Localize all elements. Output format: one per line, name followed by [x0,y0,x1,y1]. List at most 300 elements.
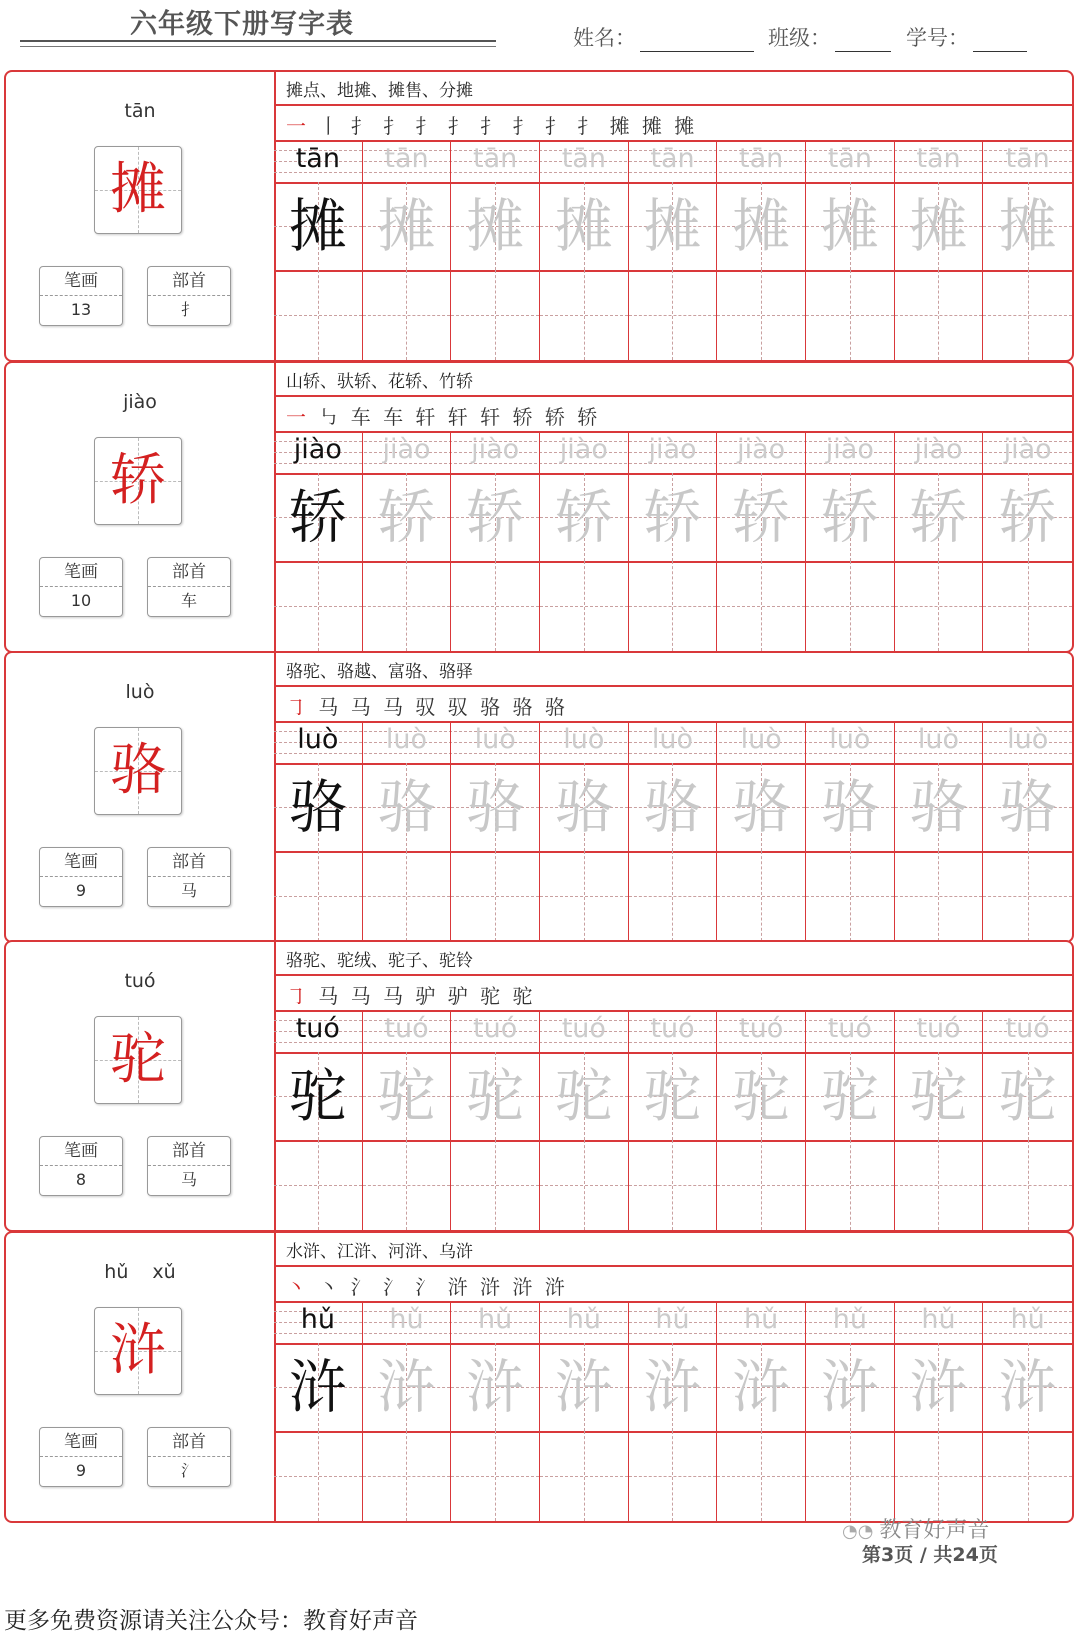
practice-pinyin: tuó [384,1013,429,1044]
character-block [4,1231,1074,1523]
character-practice-cell[interactable] [274,1343,363,1431]
empty-practice-cell[interactable] [806,561,895,651]
empty-practice-row[interactable] [274,851,1072,941]
practice-pinyin: tuó [650,1013,695,1044]
character-practice-cell[interactable] [895,1052,984,1140]
empty-practice-cell[interactable] [717,851,806,941]
character-info-panel [6,942,276,1230]
character-glyph: 骆 [110,738,166,803]
pinyin-practice-cell[interactable] [895,721,984,763]
character-pinyin-row [6,1261,274,1283]
pinyin-practice-cell[interactable] [274,140,363,182]
practice-character: 骆 [466,773,525,841]
empty-practice-cell[interactable] [363,1140,452,1230]
empty-practice-cell[interactable] [983,1140,1072,1230]
character-practice-cell[interactable] [806,182,895,270]
pinyin-practice-cell[interactable] [451,140,540,182]
pinyin-practice-cell[interactable] [806,721,895,763]
character-practice-cell[interactable] [363,1052,452,1140]
character-practice-cell[interactable] [274,1052,363,1140]
empty-practice-cell[interactable] [717,1431,806,1521]
empty-practice-cell[interactable] [629,1431,718,1521]
character-practice-cell[interactable] [806,1052,895,1140]
pinyin-practice-cell[interactable] [983,721,1072,763]
stroke-count-label: 笔画 [40,558,122,587]
pinyin-practice-cell[interactable] [540,1301,629,1343]
character-practice-cell[interactable] [983,182,1072,270]
pinyin-practice-cell[interactable] [806,431,895,473]
pinyin-practice-cell[interactable] [983,1301,1072,1343]
footer-promo: 更多免费资源请关注公众号：教育好声音 [4,1608,418,1634]
character-practice-cell[interactable] [451,1343,540,1431]
practice-character: 骆 [909,773,968,841]
empty-practice-cell[interactable] [274,1431,363,1521]
practice-character: 骆 [377,773,436,841]
empty-practice-cell[interactable] [629,561,718,651]
practice-pinyin: luò [563,724,605,755]
practice-pinyin: tān [295,143,340,174]
pinyin-practice-cell[interactable] [540,1010,629,1052]
character-pinyin: jiào [123,391,157,413]
pinyin-practice-cell[interactable] [363,140,452,182]
stroke-count-box [39,847,123,907]
radical-value: 氵 [180,1461,197,1480]
empty-practice-cell[interactable] [629,270,718,360]
empty-practice-cell[interactable] [451,270,540,360]
empty-practice-cell[interactable] [806,1140,895,1230]
stroke-order: ㇆ 马 马 马 驭 驭 骆 骆 骆 [286,695,568,719]
practice-grid [274,140,1072,360]
practice-character: 轿 [466,483,525,551]
stroke-count-box [39,1136,123,1196]
practice-character: 摊 [377,192,436,260]
practice-character: 驼 [998,1062,1057,1130]
character-practice-cell[interactable] [451,473,540,561]
character-practice-cell[interactable] [717,1052,806,1140]
practice-pinyin: luò [474,724,516,755]
pinyin-practice-row [274,431,1072,475]
pinyin-practice-cell[interactable] [451,431,540,473]
pinyin-practice-cell[interactable] [274,431,363,473]
page-title: 六年级下册写字表 [130,9,354,40]
character-practice-cell[interactable] [363,182,452,270]
character-glyph: 驼 [110,1027,166,1092]
example-words-row [274,942,1072,976]
character-display-box [94,727,182,815]
character-pinyin: tān [124,100,156,122]
empty-practice-cell[interactable] [363,1431,452,1521]
radical-label: 部首 [148,848,230,877]
character-practice-cell[interactable] [540,182,629,270]
practice-pinyin: luò [651,724,694,755]
stroke-order-row [274,104,1072,142]
pinyin-practice-cell[interactable] [451,1301,540,1343]
pinyin-practice-cell[interactable] [629,431,718,473]
pinyin-practice-cell[interactable] [806,1301,895,1343]
practice-pinyin: luò [385,724,428,755]
practice-character: 摊 [909,192,968,260]
empty-practice-cell[interactable] [451,1140,540,1230]
character-practice-cell[interactable] [629,1052,718,1140]
character-practice-cell[interactable] [717,1343,806,1431]
stroke-count-label: 笔画 [40,1137,122,1166]
radical-box [147,1427,231,1487]
empty-practice-cell[interactable] [717,1140,806,1230]
practice-pinyin: jiào [825,434,874,465]
empty-practice-cell[interactable] [274,1140,363,1230]
practice-grid [274,721,1072,941]
practice-pinyin: jiào [914,434,963,465]
radical-box [147,847,231,907]
example-words: 水浒、江浒、河浒、乌浒 [286,1242,473,1262]
practice-pinyin: tān [916,143,961,174]
character-practice-cell[interactable] [540,473,629,561]
practice-pinyin: luò [297,724,339,755]
pinyin-practice-cell[interactable] [717,721,806,763]
practice-character: 轿 [554,483,613,551]
practice-character: 轿 [732,483,791,551]
character-practice-row [274,1343,1072,1433]
character-practice-cell[interactable] [806,1343,895,1431]
character-practice-cell[interactable] [363,763,452,851]
character-practice-row [274,473,1072,563]
empty-practice-cell[interactable] [895,561,984,651]
example-words-row [274,653,1072,687]
character-info-panel [6,1233,276,1521]
character-info-panel [6,653,276,941]
practice-character: 驼 [732,1062,791,1130]
student-id-blank[interactable] [973,29,1027,52]
name-field[interactable] [573,22,754,52]
pinyin-practice-cell[interactable] [895,1010,984,1052]
practice-pinyin: tuó [561,1013,606,1044]
practice-pinyin: tān [561,143,606,174]
practice-character: 浒 [732,1353,791,1421]
character-practice-cell[interactable] [895,182,984,270]
pinyin-practice-cell[interactable] [983,431,1072,473]
character-practice-cell[interactable] [451,763,540,851]
example-words: 骆驼、骆越、富骆、骆驿 [286,662,473,682]
practice-pinyin: hǔ [1010,1304,1045,1335]
character-practice-cell[interactable] [363,473,452,561]
stroke-order: 一 ㇉ 车 车 轩 轩 轩 轿 轿 轿 [286,405,601,429]
character-practice-cell[interactable] [629,473,718,561]
pinyin-practice-row [274,1301,1072,1345]
pinyin-practice-cell[interactable] [717,431,806,473]
empty-practice-cell[interactable] [274,561,363,651]
stroke-count-value: 13 [70,300,92,319]
pinyin-practice-cell[interactable] [274,1301,363,1343]
character-practice-cell[interactable] [540,763,629,851]
radical-label: 部首 [148,267,230,296]
empty-practice-cell[interactable] [983,1431,1072,1521]
stroke-count-label: 笔画 [40,1428,122,1457]
pinyin-practice-cell[interactable] [629,721,718,763]
pinyin-practice-cell[interactable] [806,140,895,182]
character-practice-cell[interactable] [895,473,984,561]
empty-practice-row[interactable] [274,1431,1072,1521]
empty-practice-cell[interactable] [895,270,984,360]
empty-practice-cell[interactable] [363,270,452,360]
character-practice-row [274,1052,1072,1142]
practice-character: 轿 [998,483,1057,551]
empty-practice-cell[interactable] [451,561,540,651]
practice-grid [274,431,1072,651]
pinyin-practice-cell[interactable] [983,1010,1072,1052]
radical-value: 扌 [180,300,197,319]
empty-practice-cell[interactable] [451,851,540,941]
practice-pinyin: tān [827,143,872,174]
title-underline [20,40,496,42]
character-practice-cell[interactable] [451,1052,540,1140]
practice-character: 驼 [820,1062,879,1130]
class-label: 班级： [768,26,831,50]
pinyin-practice-cell[interactable] [895,140,984,182]
pinyin-practice-cell[interactable] [451,1010,540,1052]
character-glyph: 浒 [110,1318,166,1383]
empty-practice-cell[interactable] [717,270,806,360]
practice-character: 驼 [909,1062,968,1130]
pinyin-practice-cell[interactable] [540,721,629,763]
empty-practice-cell[interactable] [274,270,363,360]
empty-practice-cell[interactable] [806,270,895,360]
character-practice-cell[interactable] [629,763,718,851]
radical-value: 马 [180,1170,197,1189]
character-pinyin: xǔ [152,1261,176,1283]
practice-pinyin: tān [739,143,784,174]
stroke-order-row [274,1265,1072,1303]
character-practice-cell[interactable] [717,473,806,561]
empty-practice-cell[interactable] [363,561,452,651]
empty-practice-cell[interactable] [806,1431,895,1521]
empty-practice-cell[interactable] [629,1140,718,1230]
pinyin-practice-cell[interactable] [363,1301,452,1343]
page-number: 第3页 / 共24页 [862,1544,998,1566]
practice-character: 摊 [643,192,702,260]
name-label: 姓名： [573,26,636,50]
character-practice-cell[interactable] [629,1343,718,1431]
stroke-count-box [39,1427,123,1487]
radical-label: 部首 [148,1137,230,1166]
class-field[interactable] [768,22,891,52]
practice-character: 骆 [288,773,347,841]
stroke-count-value: 9 [75,881,87,900]
character-pinyin-row [6,681,274,703]
pinyin-practice-cell[interactable] [363,721,452,763]
practice-character: 摊 [820,192,879,260]
pinyin-practice-cell[interactable] [274,1010,363,1052]
practice-character: 浒 [466,1353,525,1421]
practice-character: 轿 [643,483,702,551]
character-display-box [94,1016,182,1104]
character-block [4,361,1074,653]
practice-pinyin: hǔ [921,1304,956,1335]
pinyin-practice-cell[interactable] [540,140,629,182]
empty-practice-row[interactable] [274,270,1072,360]
character-display-box [94,146,182,234]
radical-box [147,557,231,617]
radical-value: 马 [180,881,197,900]
stroke-count-box [39,266,123,326]
pinyin-practice-cell[interactable] [629,1301,718,1343]
practice-character: 骆 [554,773,613,841]
character-pinyin-row [6,391,274,413]
pinyin-practice-cell[interactable] [717,1301,806,1343]
character-practice-cell[interactable] [717,182,806,270]
empty-practice-cell[interactable] [895,851,984,941]
character-display-box [94,437,182,525]
character-practice-cell[interactable] [540,1343,629,1431]
character-practice-cell[interactable] [540,1052,629,1140]
character-practice-cell[interactable] [717,763,806,851]
pinyin-practice-cell[interactable] [629,1010,718,1052]
character-pinyin: tuó [124,970,156,992]
practice-pinyin: jiào [471,434,520,465]
practice-character: 驼 [466,1062,525,1130]
practice-pinyin: tān [1005,143,1050,174]
practice-character: 骆 [998,773,1057,841]
practice-pinyin: jiào [559,434,608,465]
empty-practice-cell[interactable] [806,851,895,941]
character-info-panel [6,72,276,360]
practice-area [274,363,1072,651]
empty-practice-cell[interactable] [717,561,806,651]
practice-pinyin: hǔ [389,1304,424,1335]
empty-practice-cell[interactable] [983,561,1072,651]
empty-practice-cell[interactable] [540,561,629,651]
practice-pinyin: tuó [295,1013,340,1044]
empty-practice-cell[interactable] [540,270,629,360]
empty-practice-cell[interactable] [895,1140,984,1230]
empty-practice-cell[interactable] [629,851,718,941]
character-block [4,651,1074,943]
practice-character: 轿 [820,483,879,551]
pinyin-practice-row [274,721,1072,765]
practice-pinyin: luò [829,724,871,755]
pinyin-practice-row [274,1010,1072,1054]
character-practice-cell[interactable] [274,763,363,851]
class-blank[interactable] [835,29,891,52]
practice-character: 骆 [643,773,702,841]
character-display-box [94,1307,182,1395]
practice-character: 浒 [998,1353,1057,1421]
pinyin-practice-cell[interactable] [895,1301,984,1343]
empty-practice-cell[interactable] [451,1431,540,1521]
example-words-row [274,72,1072,106]
pinyin-practice-cell[interactable] [717,1010,806,1052]
practice-pinyin: tuó [739,1013,784,1044]
character-glyph: 摊 [110,157,166,222]
character-practice-cell[interactable] [806,763,895,851]
practice-character: 驼 [377,1062,436,1130]
page-header [0,0,1080,70]
stroke-order-row [274,395,1072,433]
pinyin-practice-cell[interactable] [451,721,540,763]
practice-pinyin: jiào [648,434,697,465]
stroke-count-value: 10 [70,591,92,610]
empty-practice-cell[interactable] [540,1431,629,1521]
wechat-icon: ◔◔ [842,1521,874,1542]
practice-character: 驼 [554,1062,613,1130]
practice-character: 驼 [643,1062,702,1130]
example-words-row [274,363,1072,397]
practice-pinyin: luò [917,724,960,755]
character-practice-cell[interactable] [983,1052,1072,1140]
radical-label: 部首 [148,1428,230,1457]
empty-practice-cell[interactable] [983,270,1072,360]
character-practice-cell[interactable] [363,1343,452,1431]
character-pinyin: hǔ [104,1261,129,1283]
stroke-count-label: 笔画 [40,848,122,877]
empty-practice-cell[interactable] [540,851,629,941]
character-practice-cell[interactable] [629,182,718,270]
pinyin-practice-cell[interactable] [363,1010,452,1052]
empty-practice-cell[interactable] [540,1140,629,1230]
empty-practice-row[interactable] [274,1140,1072,1230]
pinyin-practice-cell[interactable] [983,140,1072,182]
character-practice-cell[interactable] [274,473,363,561]
pinyin-practice-row [274,140,1072,184]
character-practice-cell[interactable] [895,1343,984,1431]
pinyin-practice-cell[interactable] [717,140,806,182]
example-words: 山轿、驮轿、花轿、竹轿 [286,372,473,392]
character-practice-cell[interactable] [983,1343,1072,1431]
practice-pinyin: hǔ [832,1304,867,1335]
title-underline-thin [20,46,496,47]
practice-character: 浒 [288,1353,347,1421]
character-practice-cell[interactable] [983,763,1072,851]
practice-character: 浒 [820,1353,879,1421]
character-pinyin: luò [125,681,155,703]
pinyin-practice-cell[interactable] [895,431,984,473]
practice-character: 浒 [377,1353,436,1421]
practice-area [274,1233,1072,1521]
stroke-order: 丶 丶 氵 氵 氵 浒 浒 浒 浒 [286,1275,568,1299]
practice-pinyin: jiào [1003,434,1052,465]
character-practice-cell[interactable] [983,473,1072,561]
practice-pinyin: tān [473,143,518,174]
character-practice-cell[interactable] [274,182,363,270]
pinyin-practice-cell[interactable] [629,140,718,182]
pinyin-practice-cell[interactable] [274,721,363,763]
stroke-order-row [274,974,1072,1012]
practice-character: 骆 [732,773,791,841]
practice-grid [274,1010,1072,1230]
practice-character: 骆 [820,773,879,841]
character-practice-cell[interactable] [806,473,895,561]
student-id-field[interactable] [906,22,1027,52]
pinyin-practice-cell[interactable] [363,431,452,473]
empty-practice-row[interactable] [274,561,1072,651]
pinyin-practice-cell[interactable] [540,431,629,473]
empty-practice-cell[interactable] [363,851,452,941]
empty-practice-cell[interactable] [983,851,1072,941]
pinyin-practice-cell[interactable] [806,1010,895,1052]
character-practice-cell[interactable] [451,182,540,270]
character-practice-cell[interactable] [895,763,984,851]
practice-pinyin: tān [650,143,695,174]
practice-character: 摊 [732,192,791,260]
practice-character: 摊 [998,192,1057,260]
radical-label: 部首 [148,558,230,587]
empty-practice-cell[interactable] [274,851,363,941]
empty-practice-cell[interactable] [895,1431,984,1521]
practice-pinyin: jiào [737,434,786,465]
character-block [4,70,1074,362]
practice-character: 摊 [466,192,525,260]
practice-pinyin: luò [1007,724,1049,755]
name-blank[interactable] [640,29,754,52]
